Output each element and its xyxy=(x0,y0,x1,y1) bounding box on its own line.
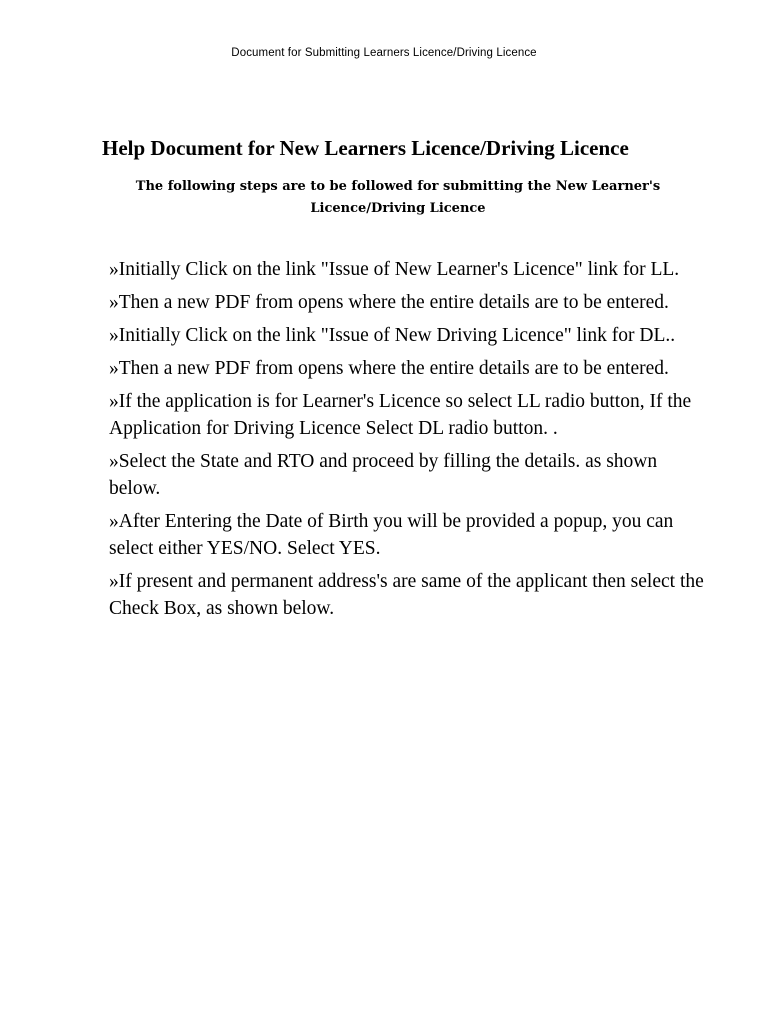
bullet-glyph: » xyxy=(109,325,119,346)
running-header: Document for Submitting Learners Licence/Driving Licence xyxy=(231,47,537,59)
step-item xyxy=(109,568,709,622)
step-text: Initially Click on the link "Issue of New Learner's Licence" link for LL. xyxy=(118,259,680,280)
bullet-glyph: » xyxy=(109,451,119,472)
step-text: Select the State and RTO and proceed by filling the details. as shown below. xyxy=(109,451,658,499)
step-item xyxy=(109,355,709,382)
bullet-glyph: » xyxy=(109,292,119,313)
bullet-glyph: » xyxy=(109,358,119,379)
step-text: After Entering the Date of Birth you will be provided a popup, you can select either YES/NO. Select YES. xyxy=(109,511,674,559)
step-text: Then a new PDF from opens where the entire details are to be entered. xyxy=(118,292,669,313)
step-text: Initially Click on the link "Issue of New Driving Licence" link for DL.. xyxy=(118,325,676,346)
bullet-glyph: » xyxy=(109,511,119,532)
step-item xyxy=(109,289,709,316)
document-subtitle: The following steps are to be followed for submitting the New Learner's Licence/Driving Licence xyxy=(135,179,661,216)
steps-list xyxy=(109,256,709,628)
step-text: If present and permanent address's are same of the applicant then select the Check Box, as shown below. xyxy=(109,571,704,619)
step-text: If the application is for Learner's Licence so select LL radio button, If the Application for Driving Licence Select DL radio button. . xyxy=(109,391,692,439)
step-item xyxy=(109,388,709,442)
step-item xyxy=(109,508,709,562)
bullet-glyph: » xyxy=(109,391,119,412)
step-item xyxy=(109,448,709,502)
step-item xyxy=(109,322,709,349)
step-text: Then a new PDF from opens where the entire details are to be entered. xyxy=(118,358,669,379)
bullet-glyph: » xyxy=(109,259,119,280)
document-title: Help Document for New Learners Licence/Driving Licence xyxy=(102,136,629,160)
bullet-glyph: » xyxy=(109,571,119,592)
step-item xyxy=(109,256,709,283)
